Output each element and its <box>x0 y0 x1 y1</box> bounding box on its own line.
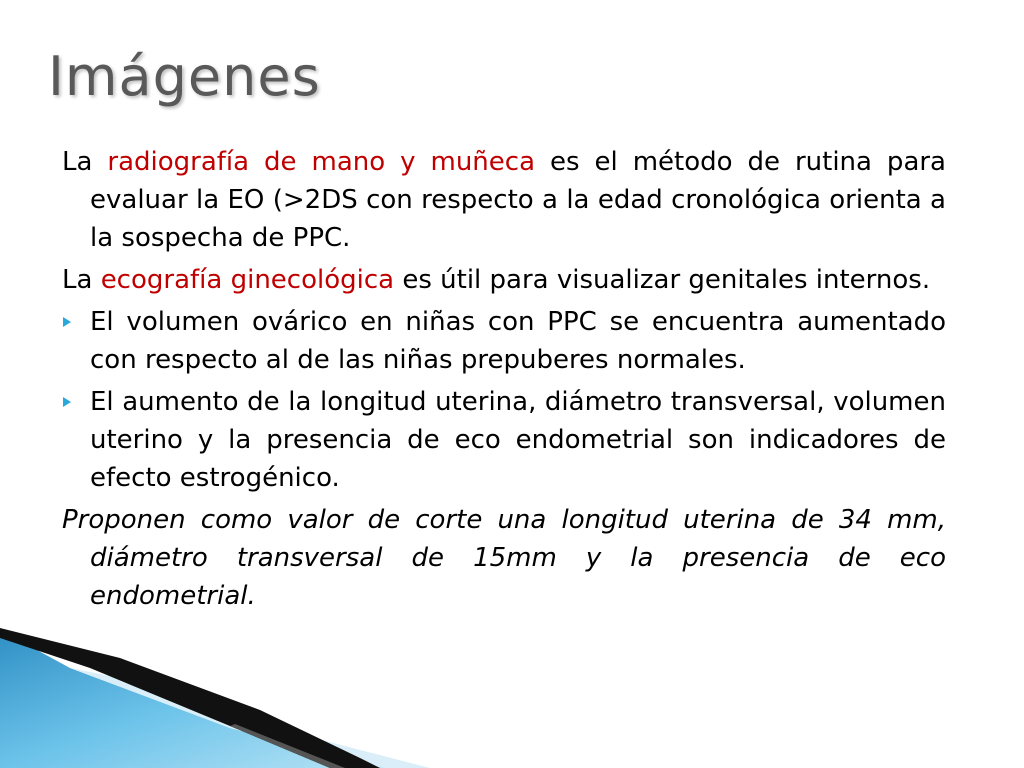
bullet-item-aumento <box>62 383 946 497</box>
bullet-item-volumen <box>62 303 946 379</box>
slide-content <box>62 143 946 619</box>
paragraph-text: es útil para visualizar genitales internos. <box>394 265 931 295</box>
highlight-radiografia: radiografía de mano y muñeca <box>107 147 536 177</box>
paragraph-prefix: La <box>62 147 108 177</box>
paragraph-prefix: La <box>62 265 101 295</box>
highlight-ecografia: ecografía ginecológica <box>100 265 395 295</box>
closing-paragraph: Proponen como valor de corte una longitud uterina de 34 mm, diámetro transversal de 15mm y la presencia de eco endometrial. <box>62 505 946 611</box>
triangle-right-icon <box>62 383 90 421</box>
bullet-text: El volumen ovárico en niñas con PPC se encuentra aumentado con respecto al de las niñas prepuberes normales. <box>90 307 946 375</box>
paragraph-text: es el método de rutina para evaluar la EO (>2DS con respecto a la edad cronológica orienta a la sospecha de PPC. <box>90 147 946 253</box>
decorative-swoosh <box>0 628 1024 768</box>
paragraph-radiografia <box>62 143 946 257</box>
slide-title: Imágenes <box>48 45 321 108</box>
bullet-text: El aumento de la longitud uterina, diámetro transversal, volumen uterino y la presencia de eco endometrial son indicadores de efecto estrogénico. <box>90 387 946 493</box>
triangle-right-icon <box>62 303 90 341</box>
paragraph-ecografia <box>62 261 946 299</box>
